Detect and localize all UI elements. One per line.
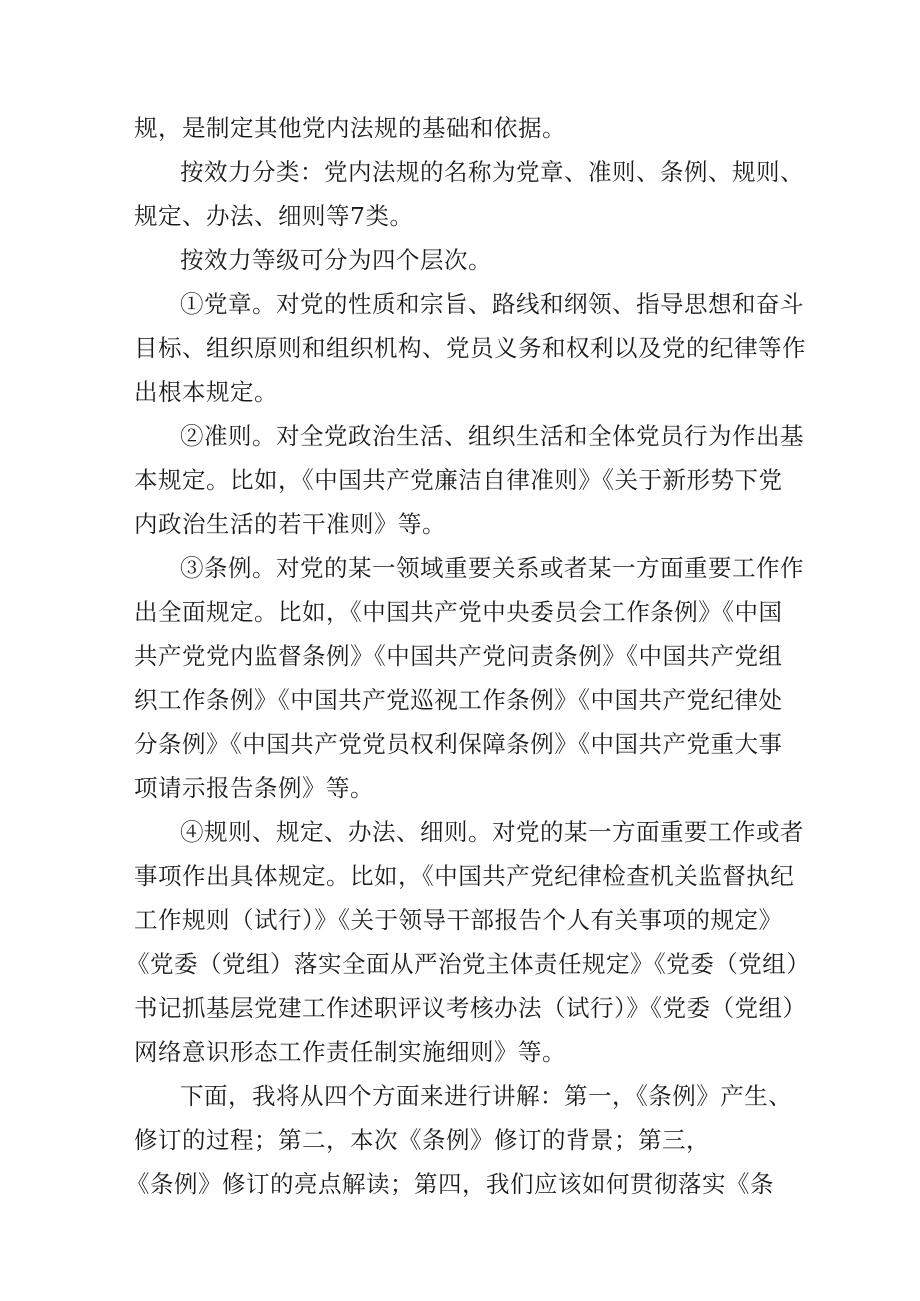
- text-line-2: 按效力分类：党内法规的名称为党章、准则、条例、规则、: [180, 158, 804, 186]
- text-line-21: 书记抓基层党建工作述职评议考核办法（试行）》《党委（党组）: [134, 994, 807, 1022]
- text-line-3: 规定、办法、细则等7类。: [134, 202, 414, 230]
- text-line-24: 修订的过程；第二，本次《条例》修订的背景；第三，: [134, 1126, 710, 1154]
- text-line-25: 《条例》修订的亮点解读；第四，我们应该如何贯彻落实《条: [126, 1170, 774, 1198]
- text-line-1: 规，是制定其他党内法规的基础和依据。: [134, 114, 566, 142]
- text-line-14: 织工作条例》《中国共产党巡视工作条例》《中国共产党纪律处: [134, 686, 783, 714]
- text-line-15: 分条例》《中国共产党党员权利保障条例》《中国共产党重大事: [134, 730, 783, 758]
- text-line-7: 出根本规定。: [134, 378, 278, 406]
- text-line-10: 内政治生活的若干准则》等。: [134, 510, 446, 538]
- text-line-22: 网络意识形态工作责任制实施细则》等。: [134, 1038, 566, 1066]
- text-line-4: 按效力等级可分为四个层次。: [180, 246, 492, 274]
- text-line-9: 本规定。比如，《中国共产党廉洁自律准则》《关于新形势下党: [134, 466, 783, 494]
- text-line-12: 出全面规定。比如，《中国共产党中央委员会工作条例》《中国: [134, 598, 783, 626]
- text-line-18: 事项作出具体规定。比如，《中国共产党纪律检查机关监督执纪: [134, 862, 795, 890]
- text-line-16: 项请示报告条例》等。: [134, 774, 374, 802]
- text-line-11: ③条例。对党的某一领域重要关系或者某一方面重要工作作: [180, 554, 804, 582]
- text-line-13: 共产党党内监督条例》《中国共产党问责条例》《中国共产党组: [134, 642, 783, 670]
- text-line-8: ②准则。对全党政治生活、组织生活和全体党员行为作出基: [180, 422, 804, 450]
- text-line-23: 下面，我将从四个方面来进行讲解：第一，《条例》产生、: [180, 1082, 793, 1110]
- text-line-6: 目标、组织原则和组织机构、党员义务和权利以及党的纪律等作: [134, 334, 806, 362]
- text-line-19: 工作规则（试行）》《关于领导干部报告个人有关事项的规定》: [134, 906, 783, 934]
- text-line-17: ④规则、规定、办法、细则。对党的某一方面重要工作或者: [180, 818, 804, 846]
- text-line-5: ①党章。对党的性质和宗旨、路线和纲领、指导思想和奋斗: [180, 290, 804, 318]
- text-line-20: 《党委（党组）落实全面从严治党主体责任规定》《党委（党组）: [126, 950, 811, 978]
